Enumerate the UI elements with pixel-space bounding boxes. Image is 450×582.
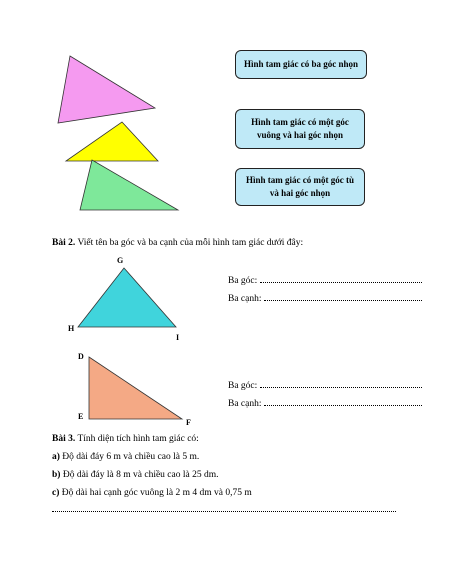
matching-box-obtuse-text: Hình tam giác có một góc tù và hai góc nhọn xyxy=(246,175,354,198)
yellow-triangle xyxy=(66,122,158,161)
bai3-item-c xyxy=(52,487,252,499)
bai3-item-b-text: Độ dài đáy là 8 m và chiều cao là 25 dm. xyxy=(60,470,219,480)
vertex-d: D xyxy=(78,352,84,361)
triangle1-canh-label: Ba cạnh: xyxy=(228,294,264,304)
triangle2-goc-line xyxy=(228,379,422,392)
matching-box-acute-text: Hình tam giác có ba góc nhọn xyxy=(243,59,358,69)
triangle-def xyxy=(89,357,182,419)
triangle1-canh-answer[interactable] xyxy=(264,292,422,301)
bai3-item-a-text: Độ dài đáy 6 m và chiều cao là 5 m. xyxy=(59,452,200,462)
bai3-item-b xyxy=(52,469,218,481)
bai3-item-c-label: c) xyxy=(52,488,60,498)
vertex-e: E xyxy=(78,412,84,421)
bai2-text: Viết tên ba góc và ba cạnh của mỗi hình tam giác dưới đây: xyxy=(75,238,304,248)
vertex-f: F xyxy=(186,418,191,427)
triangle1-goc-answer[interactable] xyxy=(260,274,422,283)
vertex-g: G xyxy=(117,256,124,265)
triangle2-goc-label: Ba góc: xyxy=(228,381,260,391)
bai2-heading xyxy=(52,237,303,249)
bai2-label: Bài 2. xyxy=(52,238,76,248)
green-triangle xyxy=(80,160,178,210)
matching-box-right-text: Hình tam giác có một góc vuông và hai góc nhọn xyxy=(251,117,349,140)
bai3-item-a-label: a) xyxy=(52,452,60,462)
triangle1-goc-line xyxy=(228,274,422,287)
triangle2-goc-answer[interactable] xyxy=(260,379,422,388)
bai3-item-b-label: b) xyxy=(52,470,61,480)
bai3-item-a xyxy=(52,451,199,463)
vertex-h: H xyxy=(68,324,75,333)
pink-triangle xyxy=(58,56,155,123)
matching-box-obtuse[interactable] xyxy=(235,168,365,206)
bai3-label: Bài 3. xyxy=(52,434,76,444)
answer-dotted-line[interactable] xyxy=(52,505,396,512)
triangle2-canh-line xyxy=(228,397,422,410)
matching-box-acute[interactable] xyxy=(235,50,367,79)
triangle1-goc-label: Ba góc: xyxy=(228,276,260,286)
triangle-ghi xyxy=(78,268,176,327)
triangle1-canh-line xyxy=(228,292,422,305)
triangle2-canh-label: Ba cạnh: xyxy=(228,399,264,409)
bai3-heading xyxy=(52,433,199,445)
bai3-item-c-text: Độ dài hai cạnh góc vuông là 2 m 4 dm và 0,75 m xyxy=(59,488,252,498)
bai3-text: Tính diện tích hình tam giác có: xyxy=(75,434,199,444)
matching-box-right[interactable] xyxy=(235,109,365,149)
vertex-i: I xyxy=(176,333,180,342)
triangle2-canh-answer[interactable] xyxy=(264,397,422,406)
